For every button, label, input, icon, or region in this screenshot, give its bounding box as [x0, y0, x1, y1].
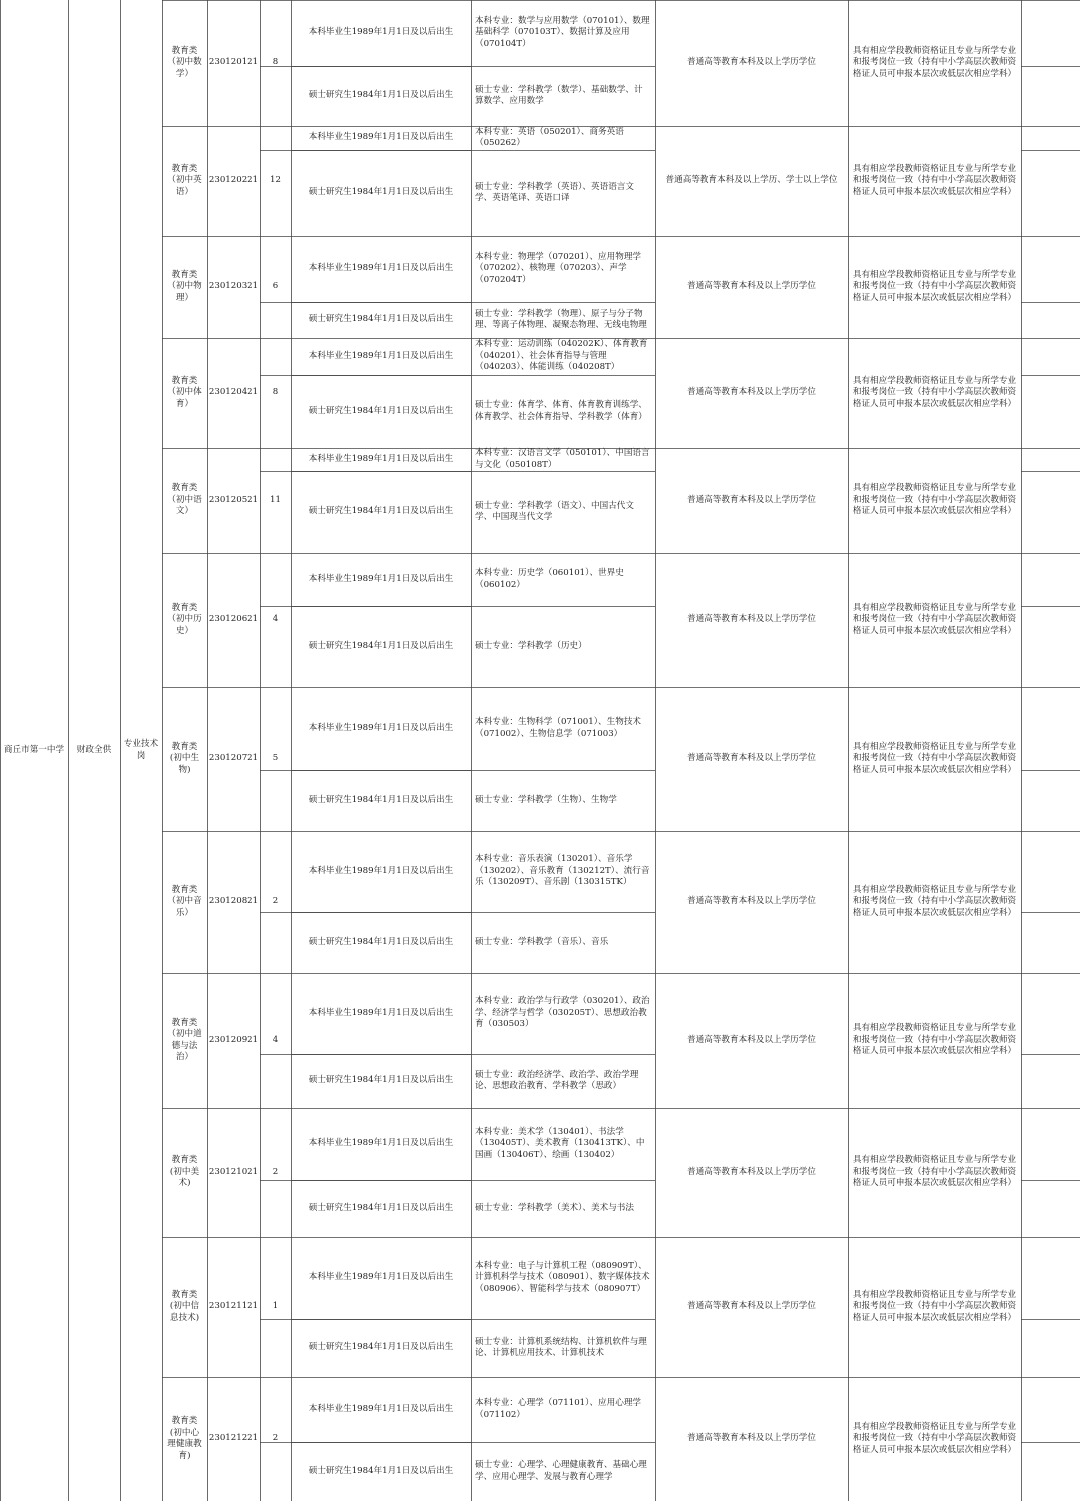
undergrad-major-cell: 本科专业：美术学（130401）、书法学（130405T）、美术教育（130413TK）、中国画（130406T）、绘画（130402） [475, 1126, 645, 1160]
category-cell: 教育类(初中信息技术) [169, 1289, 200, 1323]
undergrad-major-cell: 本科专业：英语（050201）、商务英语（050262） [475, 126, 624, 148]
undergrad-age-cell: 本科毕业生1989年1月1日及以后出生 [308, 1007, 454, 1018]
funding-cell: 财政全供 [76, 744, 112, 755]
qualification-cell: 具有相应学段教师资格证且专业与所学专业和报考岗位一致（持有中小学高层次教师资格证人员可申报本层次或低层次相应学科） [852, 741, 1017, 775]
education-cell: 普通高等教育本科及以上学历学位 [687, 1433, 816, 1444]
post-code-cell: 230120821 [208, 896, 259, 907]
qualification-cell: 具有相应学段教师资格证且专业与所学专业和报考岗位一致（持有中小学高层次教师资格证人员可申报本层次或低层次相应学科） [852, 1023, 1017, 1057]
qualification-cell: 具有相应学段教师资格证且专业与所学专业和报考岗位一致（持有中小学高层次教师资格证人员可申报本层次或低层次相应学科） [852, 375, 1017, 409]
headcount-cell: 2 [272, 1166, 279, 1177]
post-code-cell: 230121021 [208, 1166, 259, 1177]
postgrad-major-cell: 硕士专业：体育学、体育、体育教育训练学、体育教学、社会体育指导、学科教学（体育） [475, 400, 647, 422]
headcount-cell: 2 [272, 896, 279, 907]
post-type-cell: 专业技术岗 [123, 739, 159, 761]
headcount-cell: 6 [272, 281, 279, 292]
headcount-cell: 2 [272, 1433, 279, 1444]
undergrad-major-cell: 本科专业：电子与计算机工程（080909T）、计算机科学与技术（080901）、数字媒体技术（080906）、智能科学与技术（080907T） [475, 1260, 650, 1294]
postgrad-major-cell: 硕士专业：学科教学（物理）、原子与分子物理、等离子体物理、凝聚态物理、无线电物理 [475, 308, 647, 330]
category-cell: 教育类(初中心理健康教育) [167, 1416, 202, 1461]
education-cell: 普通高等教育本科及以上学历、学士以上学位 [665, 175, 838, 186]
headcount-cell: 8 [272, 57, 279, 68]
undergrad-major-cell: 本科专业：生物科学（071001）、生物技术（071002）、生物信息学（071003） [475, 717, 642, 739]
post-code-cell: 230120921 [208, 1034, 259, 1045]
undergrad-age-cell: 本科毕业生1989年1月1日及以后出生 [308, 453, 454, 464]
postgrad-major-cell: 硕士专业：学科教学（音乐）、音乐 [475, 936, 609, 947]
postgrad-age-cell: 硕士研究生1984年1月1日及以后出生 [308, 405, 454, 416]
undergrad-major-cell: 本科专业：运动训练（040202K）、体育教育（040201）、社会体育指导与管理（040203）、体能训练（040208T） [475, 339, 648, 373]
education-cell: 普通高等教育本科及以上学历学位 [687, 896, 816, 907]
postgrad-age-cell: 硕士研究生1984年1月1日及以后出生 [308, 90, 454, 101]
education-cell: 普通高等教育本科及以上学历学位 [687, 614, 816, 625]
undergrad-major-cell: 本科专业：汉语言文学（050101）、中国语言与文化（050108T） [475, 448, 650, 470]
education-cell: 普通高等教育本科及以上学历学位 [687, 494, 816, 505]
post-code-cell: 230120621 [208, 614, 259, 625]
undergrad-age-cell: 本科毕业生1989年1月1日及以后出生 [308, 132, 454, 143]
post-code-cell: 230120321 [208, 281, 259, 292]
post-code-cell: 230120721 [208, 753, 259, 764]
undergrad-major-cell: 本科专业：政治学与行政学（030201）、政治学、经济学与哲学（030205T）、思想政治教育（030503） [475, 996, 650, 1030]
postgrad-age-cell: 硕士研究生1984年1月1日及以后出生 [308, 506, 454, 517]
undergrad-age-cell: 本科毕业生1989年1月1日及以后出生 [308, 263, 454, 274]
category-cell: 教育类（初中体育） [167, 375, 202, 409]
post-code-cell: 230121221 [208, 1433, 259, 1444]
postgrad-major-cell: 硕士专业：学科教学（数学）、基础数学、计算数学、应用数学 [475, 84, 643, 106]
undergrad-age-cell: 本科毕业生1989年1月1日及以后出生 [308, 1403, 454, 1414]
education-cell: 普通高等教育本科及以上学历学位 [687, 753, 816, 764]
postgrad-age-cell: 硕士研究生1984年1月1日及以后出生 [308, 1465, 454, 1476]
headcount-cell: 4 [272, 1034, 279, 1045]
headcount-cell: 4 [272, 614, 279, 625]
postgrad-age-cell: 硕士研究生1984年1月1日及以后出生 [308, 794, 454, 805]
category-cell: 教育类（初中英语） [167, 163, 202, 197]
postgrad-major-cell: 硕士专业：学科教学（美术）、美术与书法 [475, 1202, 634, 1213]
postgrad-major-cell: 硕士专业：学科教学（历史） [475, 640, 587, 651]
category-cell: 教育类（初中音乐） [167, 884, 202, 918]
education-cell: 普通高等教育本科及以上学历学位 [687, 281, 816, 292]
category-cell: 教育类（初中语文） [167, 483, 202, 517]
education-cell: 普通高等教育本科及以上学历学位 [687, 387, 816, 398]
postgrad-age-cell: 硕士研究生1984年1月1日及以后出生 [308, 314, 454, 325]
post-code-cell: 230121121 [208, 1301, 259, 1312]
qualification-cell: 具有相应学段教师资格证且专业与所学专业和报考岗位一致（持有中小学高层次教师资格证人员可申报本层次或低层次相应学科） [852, 1289, 1017, 1323]
postgrad-age-cell: 硕士研究生1984年1月1日及以后出生 [308, 1202, 454, 1213]
qualification-cell: 具有相应学段教师资格证且专业与所学专业和报考岗位一致（持有中小学高层次教师资格证人员可申报本层次或低层次相应学科） [852, 163, 1017, 197]
category-cell: 教育类(初中生物) [169, 741, 200, 775]
post-code-cell: 230120521 [208, 494, 259, 505]
qualification-cell: 具有相应学段教师资格证且专业与所学专业和报考岗位一致（持有中小学高层次教师资格证人员可申报本层次或低层次相应学科） [852, 483, 1017, 517]
postgrad-major-cell: 硕士专业：计算机系统结构、计算机软件与理论、计算机应用技术、计算机技术 [475, 1336, 647, 1358]
postgrad-major-cell: 硕士专业：学科教学（英语）、英语语言文学、英语笔译、英语口译 [475, 181, 634, 203]
qualification-cell: 具有相应学段教师资格证且专业与所学专业和报考岗位一致（持有中小学高层次教师资格证人员可申报本层次或低层次相应学科） [852, 1155, 1017, 1189]
postgrad-major-cell: 硕士专业：政治经济学、政治学、政治学理论、思想政治教育、学科教学（思政） [475, 1069, 639, 1091]
undergrad-major-cell: 本科专业：数学与应用数学（070101）、数理基础科学（070103T）、数据计算及应用（070104T） [475, 15, 650, 49]
headcount-cell: 12 [270, 175, 281, 186]
education-cell: 普通高等教育本科及以上学历学位 [687, 1166, 816, 1177]
qualification-cell: 具有相应学段教师资格证且专业与所学专业和报考岗位一致（持有中小学高层次教师资格证人员可申报本层次或低层次相应学科） [852, 602, 1017, 636]
postgrad-age-cell: 硕士研究生1984年1月1日及以后出生 [308, 187, 454, 198]
undergrad-major-cell: 本科专业：历史学（060101）、世界史（060102） [475, 568, 624, 590]
headcount-cell: 5 [272, 753, 279, 764]
qualification-cell: 具有相应学段教师资格证且专业与所学专业和报考岗位一致（持有中小学高层次教师资格证人员可申报本层次或低层次相应学科） [852, 884, 1017, 918]
postgrad-major-cell: 硕士专业：学科教学（生物）、生物学 [475, 794, 617, 805]
qualification-cell: 具有相应学段教师资格证且专业与所学专业和报考岗位一致（持有中小学高层次教师资格证人员可申报本层次或低层次相应学科） [852, 1421, 1017, 1455]
education-cell: 普通高等教育本科及以上学历学位 [687, 1301, 816, 1312]
undergrad-age-cell: 本科毕业生1989年1月1日及以后出生 [308, 27, 454, 38]
undergrad-age-cell: 本科毕业生1989年1月1日及以后出生 [308, 1272, 454, 1283]
category-cell: 教育类（初中数学） [167, 45, 202, 79]
postgrad-age-cell: 硕士研究生1984年1月1日及以后出生 [308, 936, 454, 947]
undergrad-major-cell: 本科专业：音乐表演（130201）、音乐学（130202）、音乐教育（130212T）、流行音乐（130209T）、音乐剧（130315TK） [475, 854, 650, 888]
headcount-cell: 8 [272, 387, 279, 398]
post-code-cell: 230120121 [208, 57, 259, 68]
undergrad-age-cell: 本科毕业生1989年1月1日及以后出生 [308, 350, 454, 361]
postgrad-age-cell: 硕士研究生1984年1月1日及以后出生 [308, 1075, 454, 1086]
headcount-cell: 1 [272, 1301, 279, 1312]
undergrad-age-cell: 本科毕业生1989年1月1日及以后出生 [308, 1138, 454, 1149]
category-cell: 教育类（初中道德与法治） [167, 1017, 202, 1062]
category-cell: 教育类（初中历史） [167, 602, 202, 636]
education-cell: 普通高等教育本科及以上学历学位 [687, 1034, 816, 1045]
qualification-cell: 具有相应学段教师资格证且专业与所学专业和报考岗位一致（持有中小学高层次教师资格证人员可申报本层次或低层次相应学科） [852, 45, 1017, 79]
postgrad-major-cell: 硕士专业：心理学、心理健康教育、基础心理学、应用心理学、发展与教育心理学 [475, 1460, 647, 1482]
undergrad-major-cell: 本科专业：物理学（070201）、应用物理学（070202）、核物理（070203）、声学（070204T） [475, 251, 642, 285]
undergrad-age-cell: 本科毕业生1989年1月1日及以后出生 [308, 722, 454, 733]
headcount-cell: 11 [270, 494, 281, 505]
undergrad-age-cell: 本科毕业生1989年1月1日及以后出生 [308, 865, 454, 876]
undergrad-age-cell: 本科毕业生1989年1月1日及以后出生 [308, 573, 454, 584]
category-cell: 教育类(初中美术) [169, 1155, 200, 1189]
postgrad-age-cell: 硕士研究生1984年1月1日及以后出生 [308, 1342, 454, 1353]
post-code-cell: 230120421 [208, 387, 259, 398]
category-cell: 教育类（初中物理） [167, 269, 202, 303]
school-name-cell: 商丘市第一中学 [3, 744, 65, 755]
education-cell: 普通高等教育本科及以上学历学位 [687, 57, 816, 68]
undergrad-major-cell: 本科专业：心理学（071101）、应用心理学（071102） [475, 1398, 642, 1420]
post-code-cell: 230120221 [208, 175, 259, 186]
qualification-cell: 具有相应学段教师资格证且专业与所学专业和报考岗位一致（持有中小学高层次教师资格证人员可申报本层次或低层次相应学科） [852, 269, 1017, 303]
postgrad-major-cell: 硕士专业：学科教学（语文）、中国古代文学、中国现当代文学 [475, 500, 634, 522]
postgrad-age-cell: 硕士研究生1984年1月1日及以后出生 [308, 640, 454, 651]
